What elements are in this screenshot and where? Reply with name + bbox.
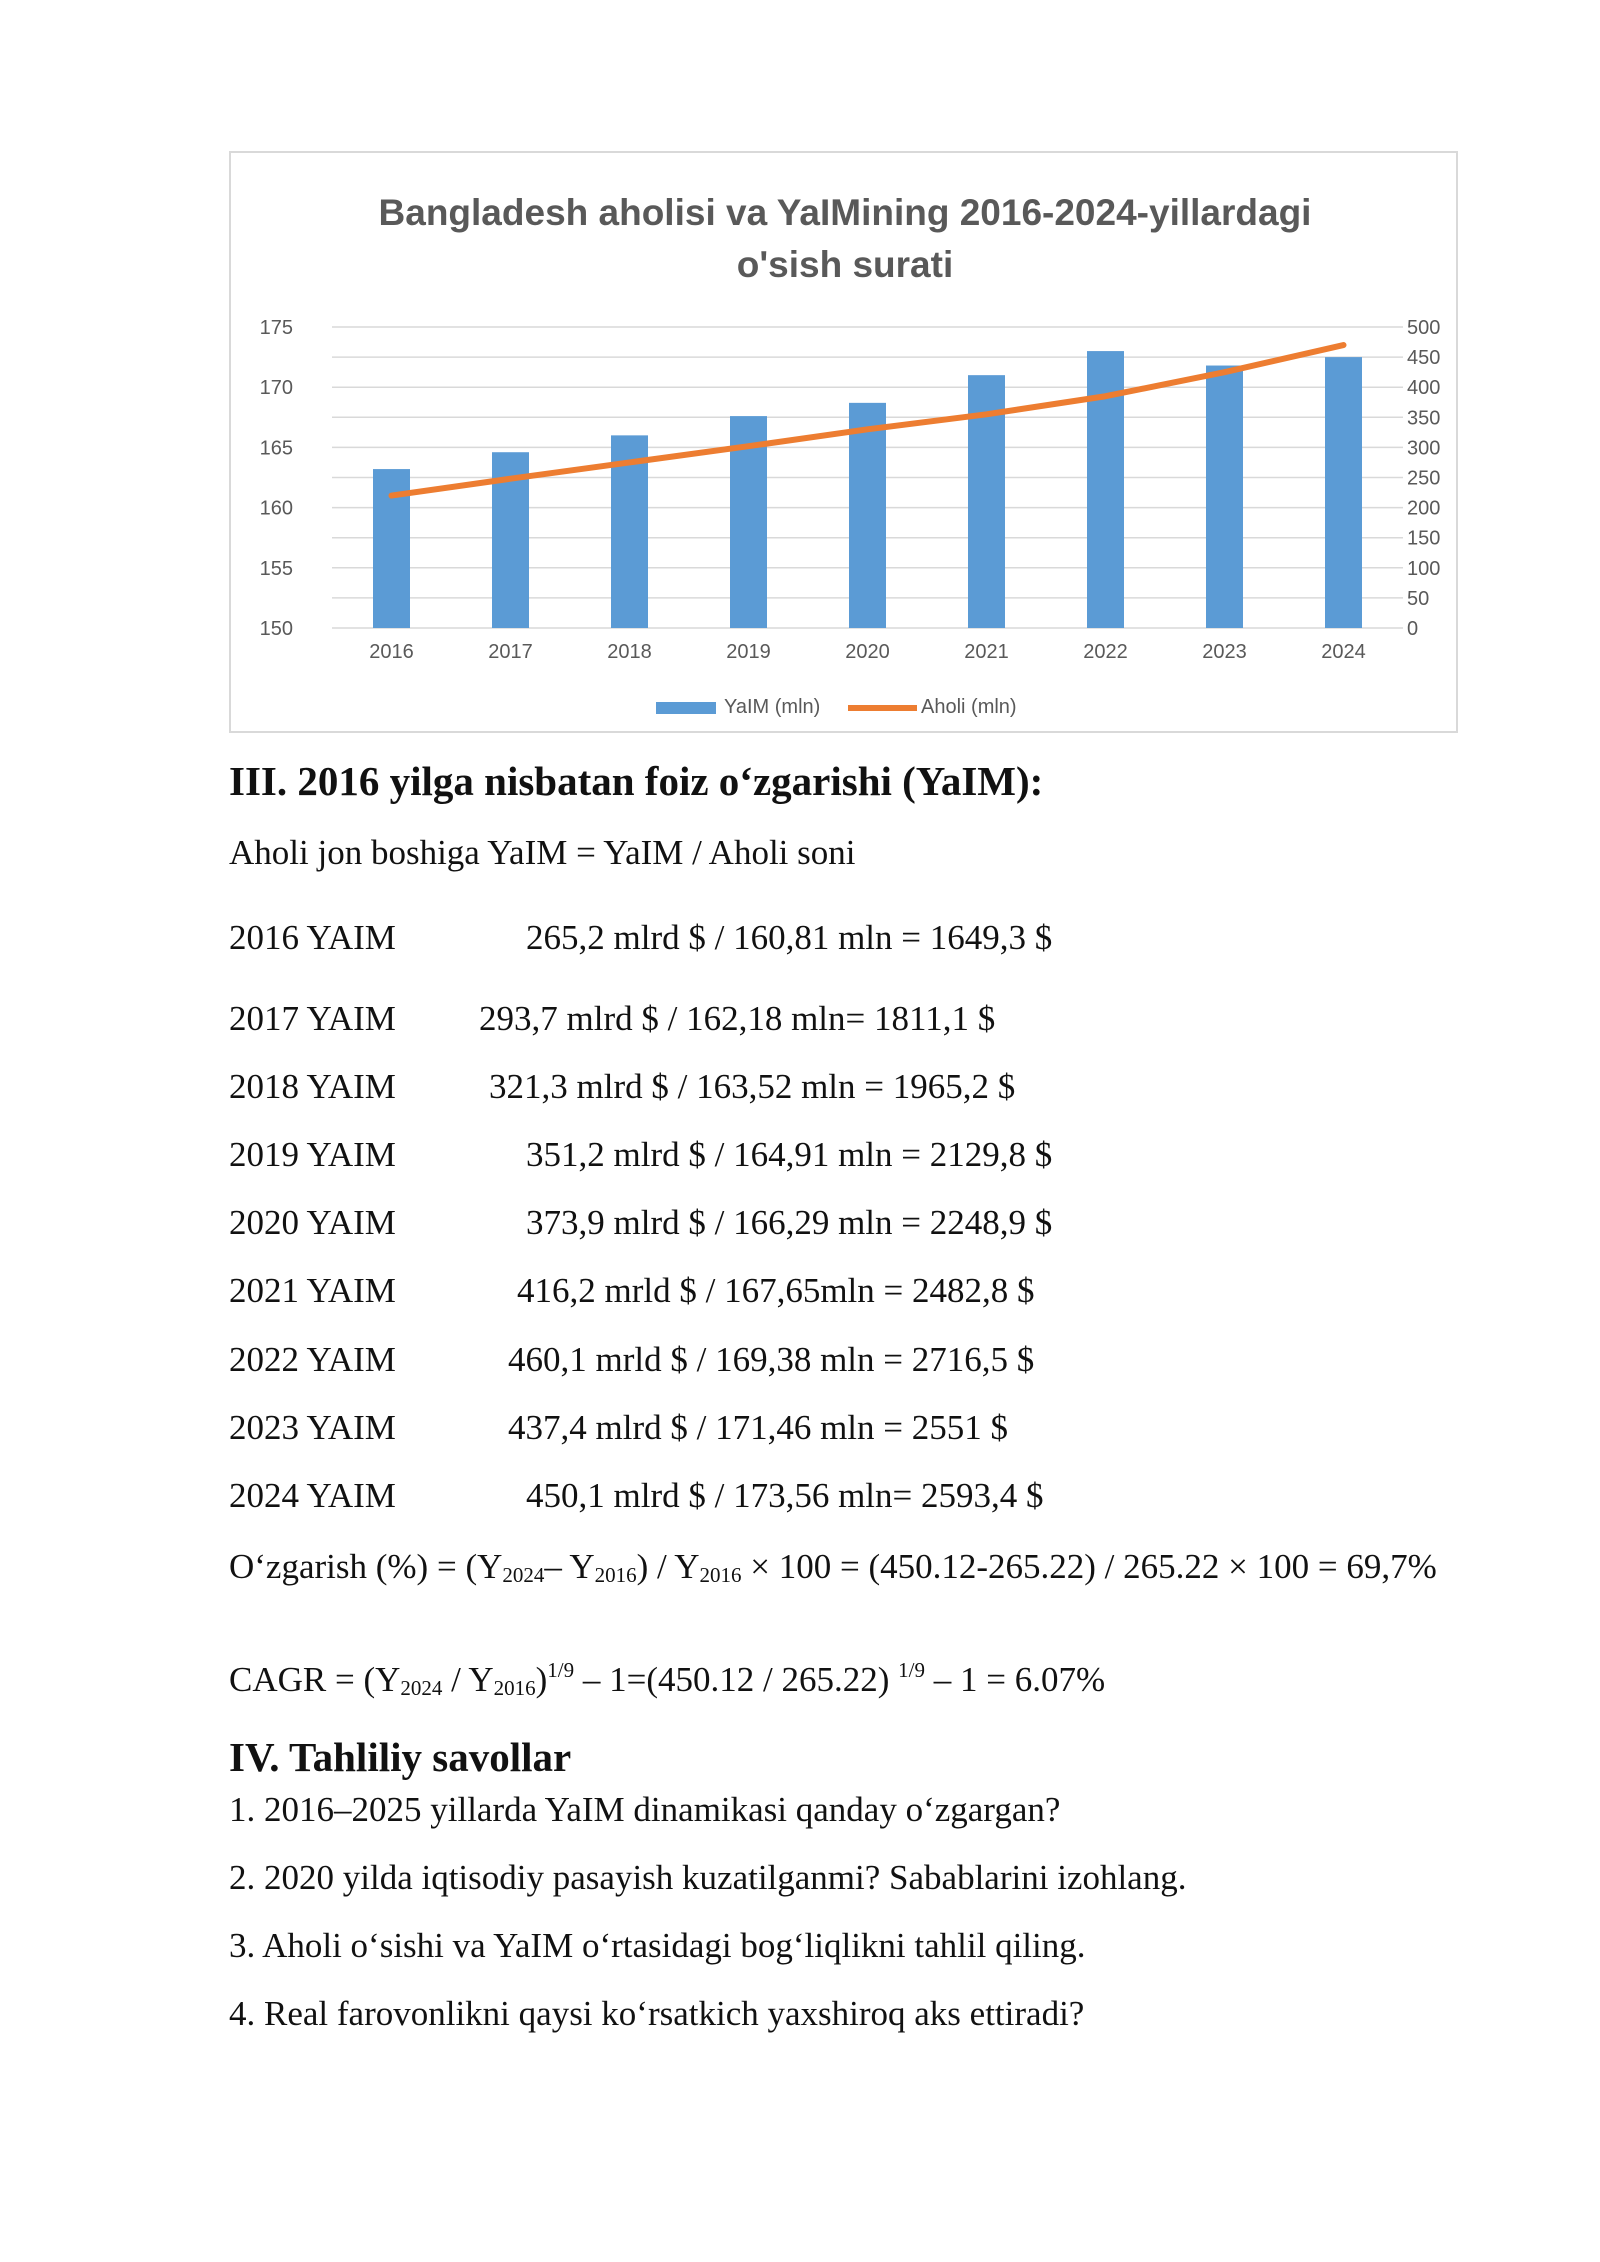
x-tick-label: 2017 bbox=[488, 641, 533, 663]
calc-row-expression: 416,2 mrld $ / 167,65mln = 2482,8 $ bbox=[517, 1271, 1035, 1310]
calc-row-label: 2017 YAIM bbox=[229, 999, 396, 1038]
calc-row-expression: 265,2 mlrd $ / 160,81 mln = 1649,3 $ bbox=[526, 918, 1053, 957]
y-right-tick-label: 0 bbox=[1407, 618, 1419, 640]
calc-row-label: 2024 YAIM bbox=[229, 1476, 396, 1515]
y-right-tick-label: 450 bbox=[1407, 347, 1441, 370]
y-right-tick-label: 500 bbox=[1407, 317, 1441, 339]
x-tick-label: 2020 bbox=[845, 641, 890, 663]
calc-row-label: 2019 YAIM bbox=[229, 1135, 396, 1174]
y-left-tick-label: 170 bbox=[259, 377, 293, 400]
calc-row-label: 2023 YAIM bbox=[229, 1408, 396, 1447]
question-item: 1. 2016–2025 yillarda YaIM dinamikasi qanday o‘zgargan? bbox=[229, 1790, 1061, 1829]
change-percent-formula: O‘zgarish (%) = ($Y_{2024}-$ $Y_{2016}) / Y_{2016} \times 100 = (450.12-265.22) / 265.22 \times 100 = 69,7\%$ bbox=[229, 1547, 1437, 1587]
calc-row-expression: 460,1 mrld $ / 169,38 mln = 2716,5 $ bbox=[508, 1340, 1035, 1379]
calc-row-label: 2020 YAIM bbox=[229, 1203, 396, 1242]
legend-label: YaIM (mln) bbox=[724, 696, 821, 718]
x-tick-label: 2018 bbox=[607, 641, 652, 663]
y-left-tick-label: 150 bbox=[259, 618, 293, 640]
calc-row-expression: 351,2 mlrd $ / 164,91 mln = 2129,8 $ bbox=[526, 1135, 1053, 1174]
y-right-tick-label: 350 bbox=[1407, 407, 1441, 430]
bar bbox=[1325, 357, 1362, 628]
x-tick-label: 2016 bbox=[369, 641, 414, 663]
question-item: 3. Aholi o‘sishi va YaIM o‘rtasidagi bog‘liqlikni tahlil qiling. bbox=[229, 1926, 1086, 1965]
y-left-tick-label: 155 bbox=[259, 557, 293, 580]
y-left-tick-label: 160 bbox=[259, 497, 293, 520]
bar bbox=[1206, 366, 1243, 628]
x-tick-label: 2021 bbox=[964, 641, 1009, 663]
chart-title-line2: o'sish surati bbox=[736, 244, 954, 285]
x-tick-label: 2022 bbox=[1083, 641, 1128, 663]
y-right-tick-label: 400 bbox=[1407, 377, 1441, 400]
bar bbox=[849, 403, 886, 628]
calc-row-expression: 450,1 mlrd $ / 173,56 mln= 2593,4 $ bbox=[526, 1476, 1044, 1515]
calc-row-expression: 437,4 mlrd $ / 171,46 mln = 2551 $ bbox=[508, 1408, 1009, 1447]
x-tick-label: 2024 bbox=[1321, 641, 1366, 663]
y-left-tick-label: 175 bbox=[259, 317, 293, 339]
legend-label: Aholi (mln) bbox=[921, 696, 1017, 718]
calc-row-expression: 321,3 mlrd $ / 163,52 mln = 1965,2 $ bbox=[489, 1067, 1016, 1106]
y-right-tick-label: 50 bbox=[1407, 587, 1430, 610]
per-capita-formula: Aholi jon boshiga YaIM = YaIM / Aholi soni bbox=[229, 833, 856, 872]
calc-row-label: 2022 YAIM bbox=[229, 1340, 396, 1379]
x-tick-label: 2019 bbox=[726, 641, 771, 663]
question-item: 2. 2020 yilda iqtisodiy pasayish kuzatilganmi? Sabablarini izohlang. bbox=[229, 1858, 1187, 1897]
calc-row-expression: 293,7 mlrd $ / 162,18 mln= 1811,1 $ bbox=[479, 999, 996, 1038]
chart-container bbox=[229, 151, 1458, 733]
chart-title-line1: Bangladesh aholisi va YaIMining 2016-2024-yillardagi bbox=[378, 192, 1312, 233]
y-right-tick-label: 300 bbox=[1407, 437, 1441, 460]
y-right-tick-label: 200 bbox=[1407, 497, 1441, 520]
section3-heading: III. 2016 yilga nisbatan foiz o‘zgarishi (YaIM): bbox=[229, 758, 1044, 804]
legend-swatch-bar bbox=[656, 702, 716, 714]
calc-row-label: 2018 YAIM bbox=[229, 1067, 396, 1106]
calc-row-label: 2016 YAIM bbox=[229, 918, 396, 957]
y-right-tick-label: 150 bbox=[1407, 527, 1441, 550]
y-right-tick-label: 100 bbox=[1407, 557, 1441, 580]
calc-row-expression: 373,9 mlrd $ / 166,29 mln = 2248,9 $ bbox=[526, 1203, 1053, 1242]
calc-row-label: 2021 YAIM bbox=[229, 1271, 396, 1310]
cagr-formula: CAGR = $(Y_{2024} / Y_{2016})^{1/9} - 1=(450.12 / 265.22)$ $^{1/9}$ – 1 = 6.07% bbox=[229, 1658, 1106, 1700]
x-tick-label: 2023 bbox=[1202, 641, 1247, 663]
question-item: 4. Real farovonlikni qaysi ko‘rsatkich yaxshiroq aks ettiradi? bbox=[229, 1994, 1085, 2033]
section4-heading: IV. Tahliliy savollar bbox=[229, 1734, 572, 1780]
y-left-tick-label: 165 bbox=[259, 437, 293, 460]
y-right-tick-label: 250 bbox=[1407, 467, 1441, 490]
combo-chart bbox=[231, 153, 1460, 735]
